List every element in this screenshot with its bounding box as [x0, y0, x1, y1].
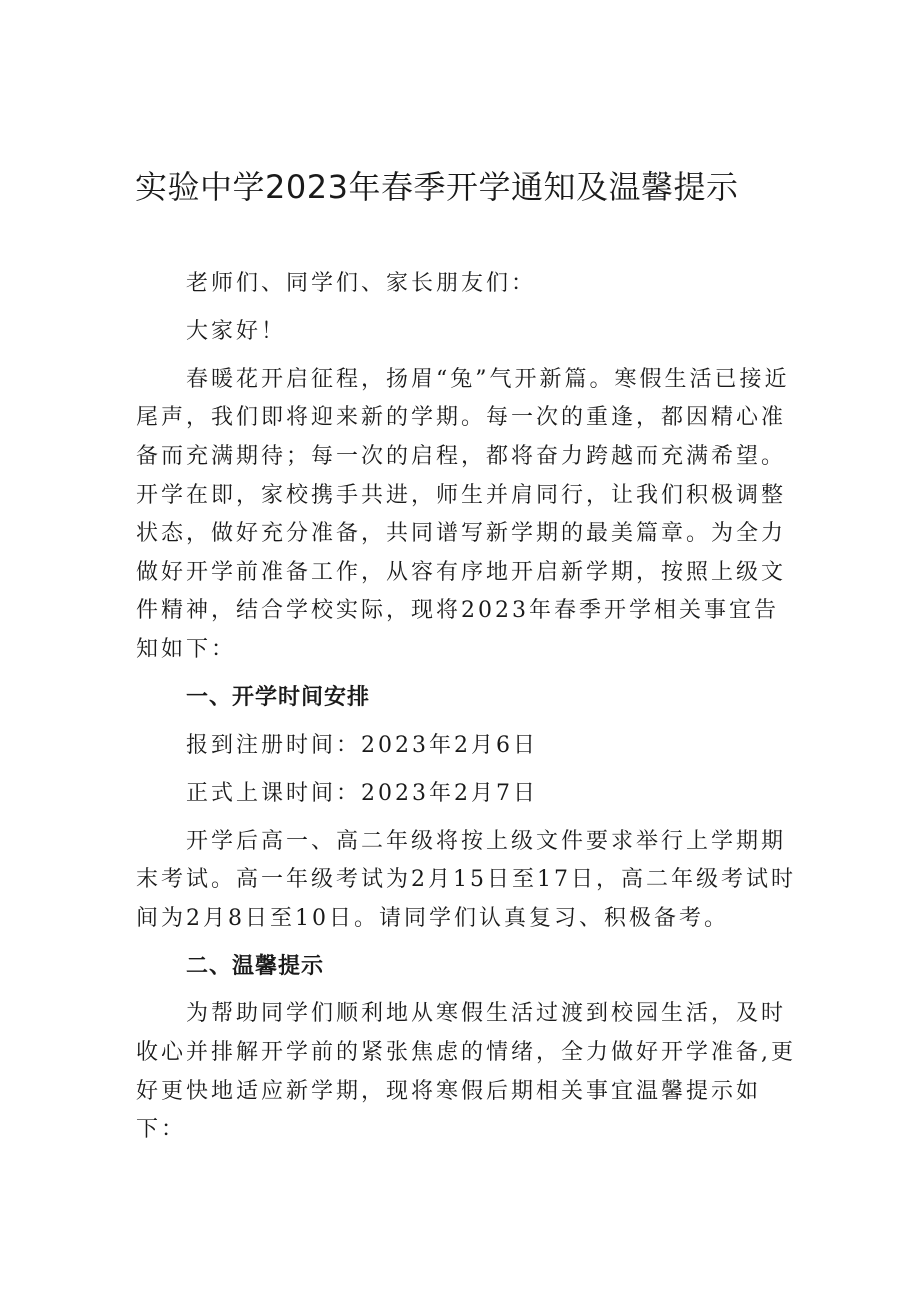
section-heading-tips: 二、温馨提示 [186, 953, 325, 979]
intro-paragraph: 春暖花开启征程，扬眉“兔”气开新篇。寒假生活已接近尾声，我们即将迎来新的学期。每一次的重逢，都因精心准备而充满期待；每一次的启程，都将奋力跨越而充满希望。开学在即，家校携手共进，师生并肩同行，让我们积极调整状态，做好充分准备，共同谱写新学期的最美篇章。为全力做好开学前准备工作，从容有序地开启新学期，按照上级文件精神，结合学校实际，现将2023年春季开学相关事宜告知如下： [136, 366, 790, 662]
document-title: 实验中学2023年春季开学通知及温馨提示 [135, 168, 739, 206]
salutation: 老师们、同学们、家长朋友们： [186, 271, 537, 296]
greeting: 大家好！ [186, 318, 287, 344]
section-heading-schedule: 一、开学时间安排 [186, 684, 371, 710]
exam-paragraph: 开学后高一、高二年级将按上级文件要求举行上学期期末考试。高一年级考试为2月15日至17日，高二年级考试时间为2月8日至10日。请同学们认真复习、积极备考。 [136, 828, 796, 931]
tips-intro-paragraph: 为帮助同学们顺利地从寒假生活过渡到校园生活，及时收心并排解开学前的紧张焦虑的情绪，全力做好开学准备,更好更快地适应新学期，现将寒假后期相关事宜温馨提示如下： [136, 1001, 796, 1143]
document-body [136, 265, 796, 1159]
registration-time: 报到注册时间：2023年2月6日 [186, 732, 538, 758]
classes-start-time: 正式上课时间：2023年2月7日 [186, 780, 538, 806]
